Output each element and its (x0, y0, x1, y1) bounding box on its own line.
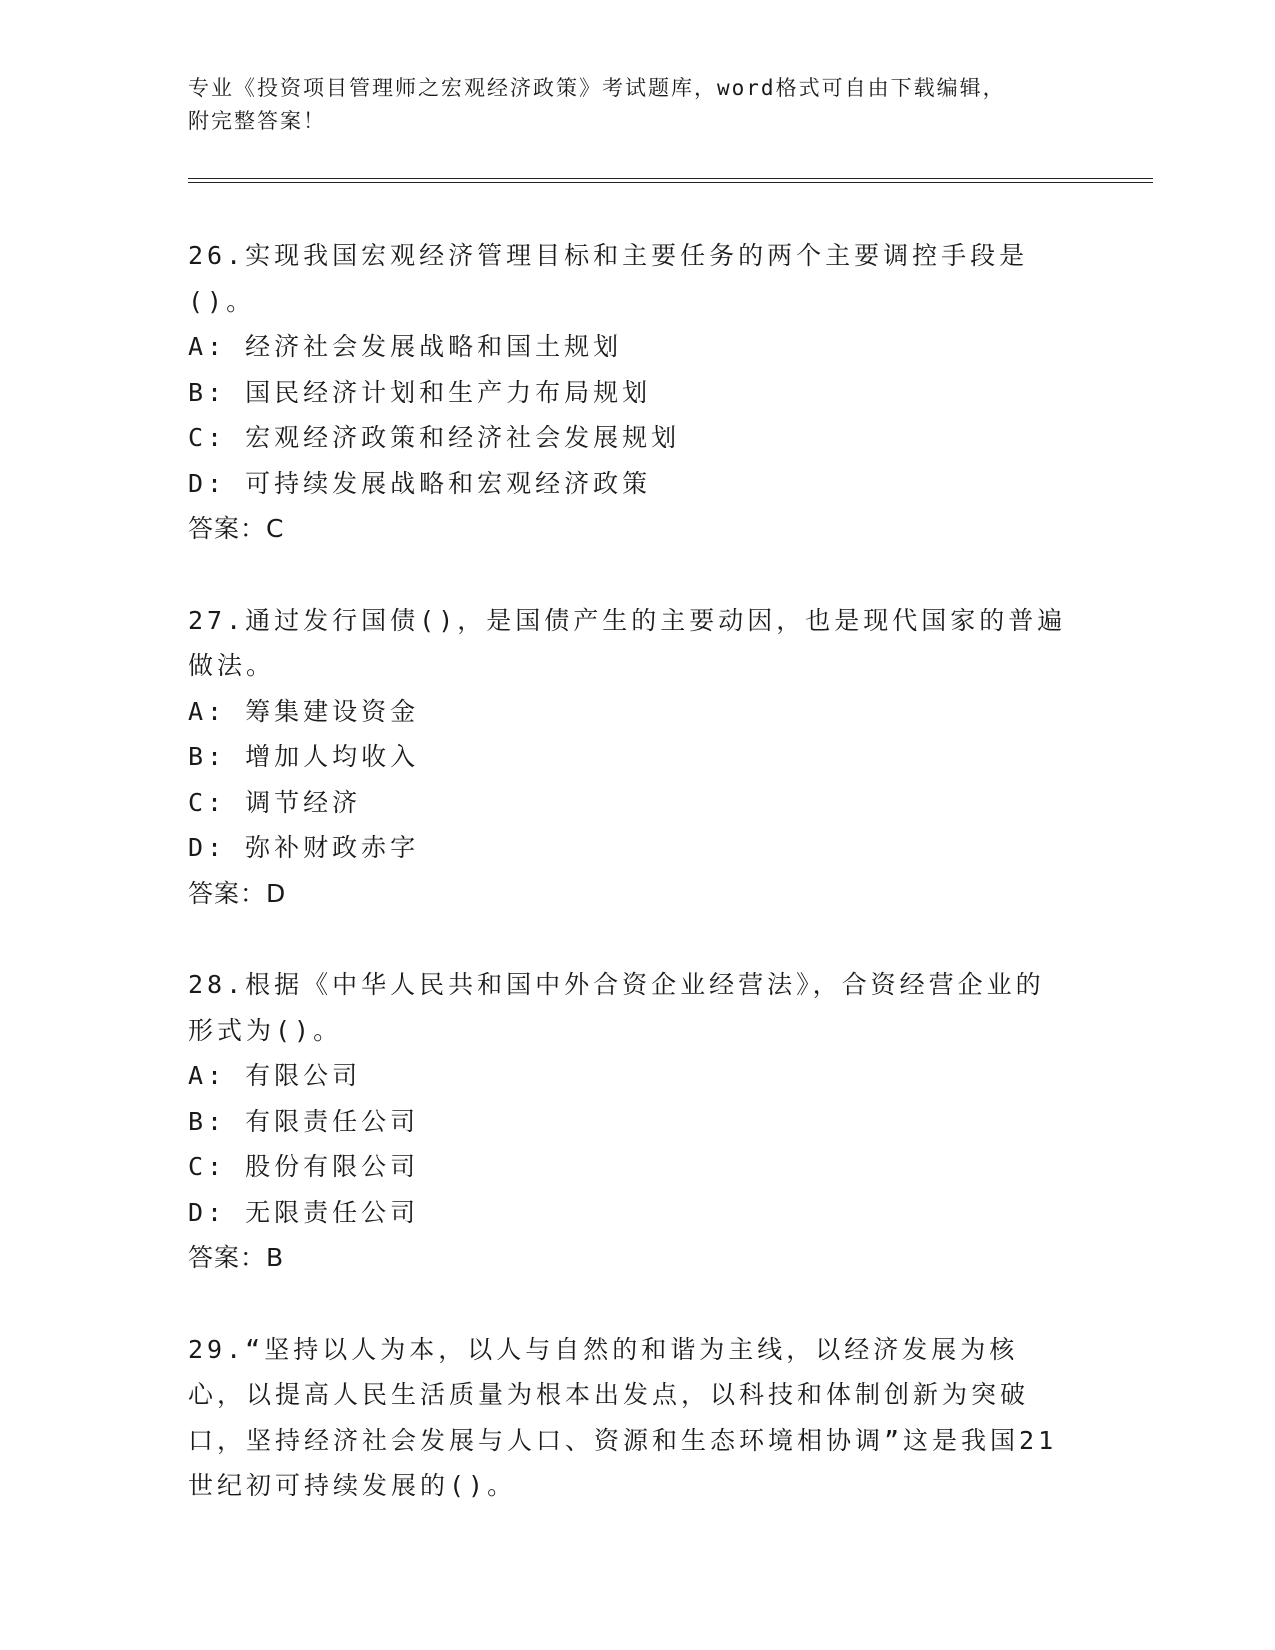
option-a: A: 筹集建设资金 (188, 696, 420, 726)
question-stem: 27.通过发行国债()，是国债产生的主要动因，也是现代国家的普遍做法。 (188, 605, 1067, 680)
option-b: B: 有限责任公司 (188, 1106, 420, 1136)
spacer (188, 1281, 1068, 1327)
option-c: C: 股份有限公司 (188, 1152, 420, 1181)
option-d: D: 可持续发展战略和宏观经济政策 (188, 468, 652, 498)
option-d: D: 无限责任公司 (188, 1197, 420, 1227)
question-26 (188, 233, 1068, 552)
header-line-2: 附完整答案！ (188, 109, 326, 133)
question-list (188, 233, 1068, 1509)
document-header (188, 72, 1068, 138)
question-stem: 26.实现我国宏观经济管理目标和主要任务的两个主要调控手段是()。 (188, 241, 1029, 316)
answer: 答案：B (188, 1243, 285, 1272)
option-c: C: 调节经济 (188, 787, 362, 817)
option-b: B: 国民经济计划和生产力布局规划 (188, 377, 652, 407)
header-divider-top (188, 178, 1153, 179)
question-stem: 29.“坚持以人为本，以人与自然的和谐为主线，以经济发展为核心，以提高人民生活质量为根本出发点，以科技和体制创新为突破口，坚持经济社会发展与人口、资源和生态环境相协调”这是我国21世纪初可持续发展的()。 (188, 1334, 1058, 1500)
spacer (188, 552, 1068, 598)
question-27 (188, 598, 1068, 917)
question-28 (188, 962, 1068, 1281)
question-29 (188, 1327, 1068, 1509)
question-stem: 28.根据《中华人民共和国中外合资企业经营法》，合资经营企业的形式为()。 (188, 970, 1045, 1045)
option-a: A: 经济社会发展战略和国土规划 (188, 332, 623, 361)
answer: 答案：C (188, 514, 285, 543)
option-a: A: 有限公司 (188, 1061, 362, 1090)
option-d: D: 弥补财政赤字 (188, 833, 420, 862)
option-c: C: 宏观经济政策和经济社会发展规划 (188, 423, 681, 452)
option-b: B: 增加人均收入 (188, 742, 420, 771)
answer: 答案：D (188, 878, 287, 908)
header-divider-bottom (188, 182, 1153, 183)
spacer (188, 916, 1068, 962)
header-line-1: 专业《投资项目管理师之宏观经济政策》考试题库，word格式可自由下载编辑， (188, 76, 1006, 100)
